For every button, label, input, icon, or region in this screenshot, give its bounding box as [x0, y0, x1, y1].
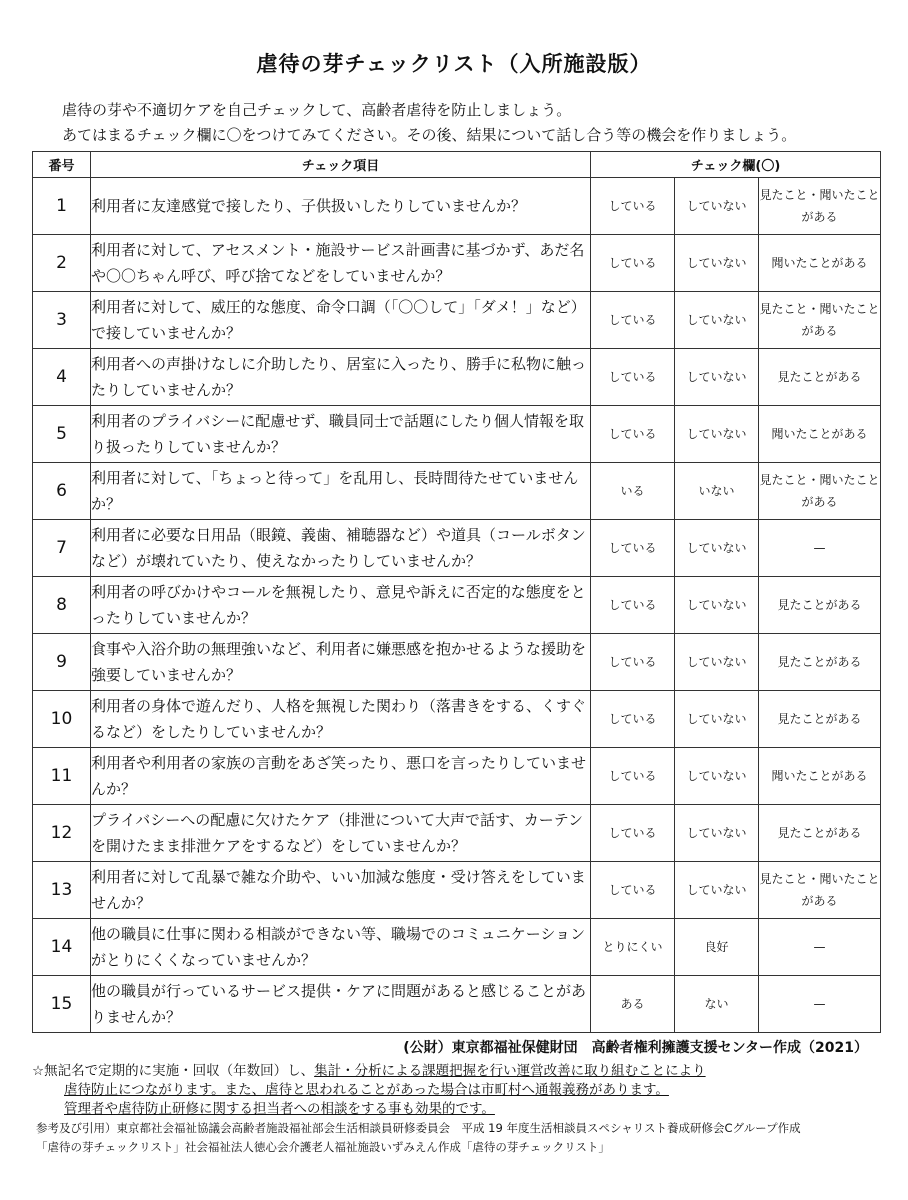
check-option-2[interactable]: していない: [675, 691, 759, 748]
check-option-3[interactable]: 見たことがある: [759, 691, 881, 748]
check-item-text: 利用者に対して、「ちょっと待って」を乱用し、長時間待たせていませんか？: [91, 463, 591, 520]
reference-line-1: 参考及び引用）東京都社会福祉協議会高齢者施設福祉部会生活相談員研修委員会 平成 19 年度生活相談員スペシャリスト養成研修会Cグループ作成: [36, 1121, 801, 1135]
check-item-text: 利用者や利用者の家族の言動をあざ笑ったり、悪口を言ったりしていませんか？: [91, 748, 591, 805]
check-item-text: 利用者に友達感覚で接したり、子供扱いしたりしていませんか？: [91, 178, 591, 235]
row-number: 10: [33, 691, 91, 748]
table-row: [33, 805, 881, 862]
check-item-text: 利用者への声掛けなしに介助したり、居室に入ったり、勝手に私物に触ったりしていませんか？: [91, 349, 591, 406]
table-row: [33, 292, 881, 349]
check-option-3[interactable]: 聞いたことがある: [759, 406, 881, 463]
check-option-2[interactable]: していない: [675, 748, 759, 805]
table-row: [33, 520, 881, 577]
page-title: 虐待の芽チェックリスト（入所施設版）: [256, 52, 652, 76]
table-row: [33, 349, 881, 406]
check-item-text: 食事や入浴介助の無理強いなど、利用者に嫌悪感を抱かせるような援助を強要していませんか？: [91, 634, 591, 691]
check-option-3[interactable]: 聞いたことがある: [759, 748, 881, 805]
check-item-text: 利用者に必要な日用品（眼鏡、義歯、補聴器など）や道具（コールボタンなど）が壊れていたり、使えなかったりしていませんか？: [91, 520, 591, 577]
check-option-3[interactable]: 見たことがある: [759, 349, 881, 406]
check-option-3[interactable]: 見たこと・聞いたことがある: [759, 178, 881, 235]
check-item-text: 利用者に対して、威圧的な態度、命令口調（「〇〇して」「ダメ！」など）で接していませんか？: [91, 292, 591, 349]
check-option-3[interactable]: 見たこと・聞いたことがある: [759, 862, 881, 919]
check-option-1[interactable]: とりにくい: [591, 919, 675, 976]
check-option-3[interactable]: 見たことがある: [759, 634, 881, 691]
row-number: 13: [33, 862, 91, 919]
check-option-3[interactable]: —: [759, 520, 881, 577]
check-option-2[interactable]: していない: [675, 862, 759, 919]
row-number: 11: [33, 748, 91, 805]
check-item-text: 他の職員が行っているサービス提供・ケアに問題があると感じることがありませんか？: [91, 976, 591, 1033]
check-option-1[interactable]: している: [591, 235, 675, 292]
reference-line-2: 「虐待の芽チェックリスト」社会福祉法人徳心会介護老人福祉施設いずみえん作成「虐待の芽チェックリスト」: [36, 1140, 610, 1154]
check-option-1[interactable]: している: [591, 805, 675, 862]
check-item-text: 他の職員に仕事に関わる相談ができない等、職場でのコミュニケーションがとりにくくなっていませんか？: [91, 919, 591, 976]
check-option-2[interactable]: ない: [675, 976, 759, 1033]
note-line-2: 虐待防止につながります。また、虐待と思われることがあった場合は市町村へ通報義務があります。: [64, 1082, 669, 1098]
table-row: [33, 235, 881, 292]
check-item-text: 利用者に対して乱暴で雑な介助や、いい加減な態度・受け答えをしていませんか？: [91, 862, 591, 919]
row-number: 1: [33, 178, 91, 235]
check-option-2[interactable]: していない: [675, 178, 759, 235]
check-option-1[interactable]: いる: [591, 463, 675, 520]
check-item-text: 利用者の呼びかけやコールを無視したり、意見や訴えに否定的な態度をとったりしていませんか？: [91, 577, 591, 634]
check-option-3[interactable]: —: [759, 919, 881, 976]
check-option-2[interactable]: していない: [675, 805, 759, 862]
table-row: [33, 919, 881, 976]
check-option-2[interactable]: していない: [675, 235, 759, 292]
row-number: 7: [33, 520, 91, 577]
table-row: [33, 463, 881, 520]
check-option-2[interactable]: していない: [675, 349, 759, 406]
check-option-1[interactable]: している: [591, 349, 675, 406]
check-option-2[interactable]: 良好: [675, 919, 759, 976]
row-number: 8: [33, 577, 91, 634]
checklist-table: [32, 151, 881, 1033]
intro-line-2: あてはまるチェック欄に〇をつけてみてください。その後、結果について話し合う等の機会を作りましょう。: [62, 126, 797, 144]
table-row: [33, 634, 881, 691]
check-option-2[interactable]: していない: [675, 292, 759, 349]
check-option-3[interactable]: 聞いたことがある: [759, 235, 881, 292]
row-number: 6: [33, 463, 91, 520]
check-option-2[interactable]: していない: [675, 577, 759, 634]
note-line-3: 管理者や虐待防止研修に関する担当者への相談をする事も効果的です。: [64, 1101, 495, 1117]
table-row: [33, 178, 881, 235]
check-option-2[interactable]: していない: [675, 520, 759, 577]
credit-line: (公財）東京都福祉保健財団 高齢者権利擁護支援センター作成（2021）: [403, 1040, 868, 1056]
table-row: [33, 577, 881, 634]
check-option-1[interactable]: している: [591, 577, 675, 634]
check-item-text: 利用者の身体で遊んだり、人格を無視した関わり（落書きをする、くすぐるなど）をしたりしていませんか？: [91, 691, 591, 748]
row-number: 5: [33, 406, 91, 463]
table-row: [33, 691, 881, 748]
check-option-1[interactable]: している: [591, 691, 675, 748]
check-option-2[interactable]: していない: [675, 634, 759, 691]
table-header-row: [33, 152, 881, 178]
check-option-1[interactable]: している: [591, 634, 675, 691]
check-item-text: プライバシーへの配慮に欠けたケア（排泄について大声で話す、カーテンを開けたまま排泄ケアをするなど）をしていませんか？: [91, 805, 591, 862]
row-number: 14: [33, 919, 91, 976]
table-row: [33, 406, 881, 463]
note-line-1-plain: ☆無記名で定期的に実施・回収（年数回）し、: [32, 1063, 315, 1079]
check-option-3[interactable]: 見たことがある: [759, 577, 881, 634]
row-number: 3: [33, 292, 91, 349]
check-option-1[interactable]: している: [591, 862, 675, 919]
table-row: [33, 976, 881, 1033]
check-option-1[interactable]: ある: [591, 976, 675, 1033]
intro-line-1: 虐待の芽や不適切ケアを自己チェックして、高齢者虐待を防止しましょう。: [62, 101, 572, 119]
check-option-1[interactable]: している: [591, 748, 675, 805]
row-number: 15: [33, 976, 91, 1033]
row-number: 12: [33, 805, 91, 862]
table-row: [33, 748, 881, 805]
note-line-1: [32, 1059, 706, 1079]
row-number: 2: [33, 235, 91, 292]
check-item-text: 利用者に対して、アセスメント・施設サービス計画書に基づかず、あだ名や〇〇ちゃん呼び、呼び捨てなどをしていませんか？: [91, 235, 591, 292]
note-line-1-underlined: 集計・分析による課題把握を行い運営改善に取り組むことにより: [314, 1063, 706, 1079]
header-number: 番号: [33, 152, 91, 178]
table-row: [33, 862, 881, 919]
check-option-1[interactable]: している: [591, 520, 675, 577]
check-option-3[interactable]: 見たことがある: [759, 805, 881, 862]
check-option-3[interactable]: 見たこと・聞いたことがある: [759, 463, 881, 520]
header-check: チェック欄(〇): [591, 152, 881, 178]
check-option-1[interactable]: している: [591, 178, 675, 235]
check-option-3[interactable]: 見たこと・聞いたことがある: [759, 292, 881, 349]
row-number: 4: [33, 349, 91, 406]
check-option-3[interactable]: —: [759, 976, 881, 1033]
check-option-1[interactable]: している: [591, 292, 675, 349]
check-item-text: 利用者のプライバシーに配慮せず、職員同士で話題にしたり個人情報を取り扱ったりしていませんか？: [91, 406, 591, 463]
header-item: チェック項目: [91, 152, 591, 178]
check-option-2[interactable]: いない: [675, 463, 759, 520]
check-option-1[interactable]: している: [591, 406, 675, 463]
check-option-2[interactable]: していない: [675, 406, 759, 463]
row-number: 9: [33, 634, 91, 691]
